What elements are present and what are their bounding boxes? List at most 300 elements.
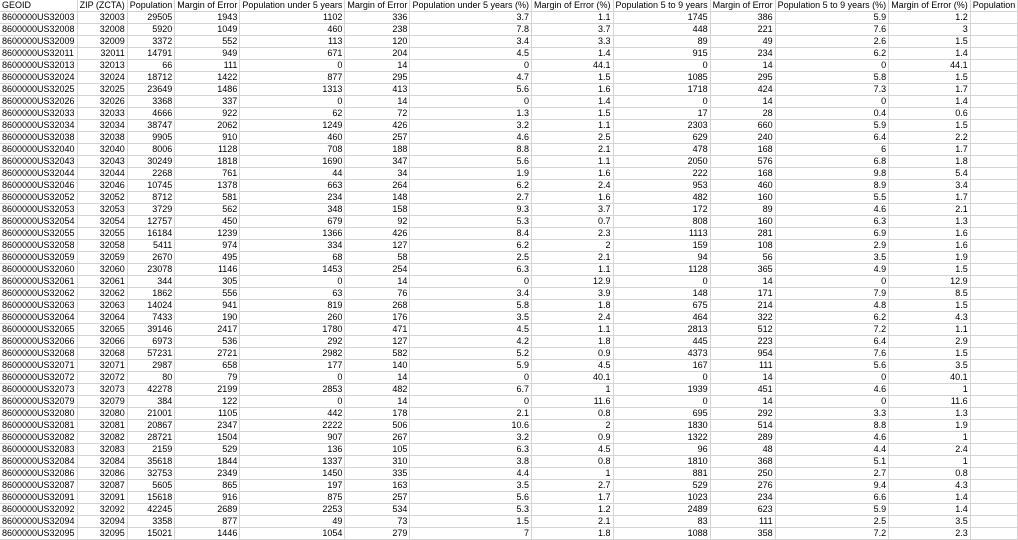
data-cell[interactable]: 5920 — [127, 24, 175, 36]
geoid-cell[interactable]: 8600000US32024 — [0, 72, 77, 84]
data-cell[interactable] — [970, 96, 1018, 108]
data-cell[interactable]: 1102 — [240, 12, 345, 24]
data-cell[interactable]: 2.9 — [889, 336, 971, 348]
column-header-cell[interactable]: Population under 5 years (%) — [410, 0, 532, 12]
data-cell[interactable]: 267 — [345, 432, 410, 444]
data-cell[interactable]: 32025 — [77, 84, 127, 96]
data-cell[interactable]: 221 — [710, 24, 775, 36]
data-cell[interactable]: 32061 — [77, 276, 127, 288]
data-cell[interactable]: 190 — [175, 312, 240, 324]
data-cell[interactable]: 2.7 — [775, 468, 889, 480]
data-cell[interactable]: 171 — [710, 288, 775, 300]
data-cell[interactable]: 111 — [710, 516, 775, 528]
geoid-cell[interactable]: 8600000US32034 — [0, 120, 77, 132]
data-cell[interactable]: 954 — [710, 348, 775, 360]
data-cell[interactable]: 2253 — [240, 504, 345, 516]
data-cell[interactable]: 1422 — [175, 72, 240, 84]
geoid-cell[interactable]: 8600000US32043 — [0, 156, 77, 168]
data-cell[interactable]: 23078 — [127, 264, 175, 276]
data-cell[interactable]: 0 — [410, 372, 532, 384]
data-cell[interactable]: 576 — [710, 156, 775, 168]
data-cell[interactable]: 6.4 — [775, 132, 889, 144]
data-cell[interactable]: 2.3 — [889, 528, 971, 540]
data-cell[interactable]: 32068 — [77, 348, 127, 360]
data-cell[interactable]: 73 — [345, 516, 410, 528]
data-cell[interactable]: 6.3 — [775, 216, 889, 228]
data-cell[interactable]: 163 — [345, 480, 410, 492]
data-cell[interactable]: 2417 — [175, 324, 240, 336]
data-cell[interactable]: 4.2 — [410, 336, 532, 348]
data-cell[interactable]: 42278 — [127, 384, 175, 396]
data-cell[interactable]: 1.4 — [532, 96, 614, 108]
data-cell[interactable]: 344 — [127, 276, 175, 288]
data-cell[interactable]: 7.9 — [775, 288, 889, 300]
data-cell[interactable]: 1023 — [613, 492, 710, 504]
data-cell[interactable]: 23649 — [127, 84, 175, 96]
data-cell[interactable]: 2982 — [240, 348, 345, 360]
data-cell[interactable]: 127 — [345, 240, 410, 252]
data-cell[interactable]: 14791 — [127, 48, 175, 60]
data-cell[interactable] — [970, 84, 1018, 96]
data-cell[interactable]: 3368 — [127, 96, 175, 108]
data-cell[interactable]: 1.3 — [410, 108, 532, 120]
data-cell[interactable]: 3 — [889, 24, 971, 36]
data-cell[interactable]: 445 — [613, 336, 710, 348]
data-cell[interactable]: 32062 — [77, 288, 127, 300]
data-cell[interactable]: 1113 — [613, 228, 710, 240]
geoid-cell[interactable]: 8600000US32079 — [0, 396, 77, 408]
data-cell[interactable] — [970, 276, 1018, 288]
data-cell[interactable]: 32066 — [77, 336, 127, 348]
data-cell[interactable]: 234 — [710, 492, 775, 504]
data-cell[interactable]: 257 — [345, 132, 410, 144]
data-cell[interactable]: 111 — [710, 360, 775, 372]
data-cell[interactable]: 264 — [345, 180, 410, 192]
data-cell[interactable]: 94 — [613, 252, 710, 264]
data-cell[interactable]: 32055 — [77, 228, 127, 240]
data-cell[interactable]: 1.1 — [532, 264, 614, 276]
column-header-cell[interactable]: GEOID — [0, 0, 77, 12]
data-cell[interactable]: 1337 — [240, 456, 345, 468]
data-cell[interactable]: 1.4 — [889, 96, 971, 108]
data-cell[interactable]: 238 — [345, 24, 410, 36]
data-cell[interactable]: 2.9 — [775, 240, 889, 252]
data-cell[interactable]: 120 — [345, 36, 410, 48]
data-cell[interactable]: 1105 — [175, 408, 240, 420]
data-cell[interactable]: 875 — [240, 492, 345, 504]
data-cell[interactable]: 279 — [345, 528, 410, 540]
data-cell[interactable]: 80 — [127, 372, 175, 384]
geoid-cell[interactable]: 8600000US32062 — [0, 288, 77, 300]
data-cell[interactable]: 2.4 — [889, 444, 971, 456]
data-cell[interactable]: 197 — [240, 480, 345, 492]
data-cell[interactable]: 0 — [613, 96, 710, 108]
data-cell[interactable]: 32058 — [77, 240, 127, 252]
data-cell[interactable]: 32083 — [77, 444, 127, 456]
data-cell[interactable]: 4.4 — [410, 468, 532, 480]
data-cell[interactable]: 1 — [889, 384, 971, 396]
data-cell[interactable]: 451 — [710, 384, 775, 396]
data-cell[interactable]: 188 — [345, 144, 410, 156]
data-cell[interactable]: 1.5 — [410, 516, 532, 528]
data-cell[interactable]: 14 — [710, 60, 775, 72]
data-cell[interactable]: 0 — [775, 60, 889, 72]
data-cell[interactable]: 32087 — [77, 480, 127, 492]
geoid-cell[interactable]: 8600000US32068 — [0, 348, 77, 360]
data-cell[interactable]: 0 — [410, 60, 532, 72]
geoid-cell[interactable]: 8600000US32083 — [0, 444, 77, 456]
data-cell[interactable]: 2670 — [127, 252, 175, 264]
data-cell[interactable]: 2159 — [127, 444, 175, 456]
data-cell[interactable]: 2.4 — [532, 312, 614, 324]
data-cell[interactable] — [970, 492, 1018, 504]
data-cell[interactable]: 5.6 — [410, 492, 532, 504]
data-cell[interactable]: 21001 — [127, 408, 175, 420]
data-cell[interactable] — [970, 396, 1018, 408]
data-cell[interactable]: 44.1 — [889, 60, 971, 72]
data-cell[interactable]: 268 — [345, 300, 410, 312]
geoid-cell[interactable]: 8600000US32053 — [0, 204, 77, 216]
geoid-cell[interactable]: 8600000US32038 — [0, 132, 77, 144]
data-cell[interactable]: 671 — [240, 48, 345, 60]
data-cell[interactable]: 5.9 — [775, 504, 889, 516]
data-cell[interactable]: 127 — [345, 336, 410, 348]
data-cell[interactable]: 234 — [240, 192, 345, 204]
data-cell[interactable]: 1446 — [175, 528, 240, 540]
data-cell[interactable]: 1.2 — [889, 12, 971, 24]
data-cell[interactable]: 3.5 — [410, 480, 532, 492]
data-cell[interactable]: 2268 — [127, 168, 175, 180]
data-cell[interactable]: 15618 — [127, 492, 175, 504]
data-cell[interactable]: 281 — [710, 228, 775, 240]
data-cell[interactable]: 5.6 — [410, 84, 532, 96]
data-cell[interactable]: 8.5 — [889, 288, 971, 300]
column-header-cell[interactable]: Margin of Error — [345, 0, 410, 12]
data-cell[interactable]: 295 — [345, 72, 410, 84]
data-cell[interactable]: 2347 — [175, 420, 240, 432]
data-cell[interactable]: 32084 — [77, 456, 127, 468]
data-cell[interactable] — [970, 516, 1018, 528]
data-cell[interactable] — [970, 168, 1018, 180]
data-cell[interactable] — [970, 360, 1018, 372]
data-cell[interactable]: 4.6 — [775, 432, 889, 444]
data-cell[interactable]: 40.1 — [532, 372, 614, 384]
geoid-cell[interactable]: 8600000US32087 — [0, 480, 77, 492]
data-cell[interactable]: 1.4 — [532, 48, 614, 60]
data-cell[interactable]: 3.4 — [410, 36, 532, 48]
data-cell[interactable]: 32072 — [77, 372, 127, 384]
data-cell[interactable]: 1 — [889, 432, 971, 444]
data-cell[interactable]: 42245 — [127, 504, 175, 516]
data-cell[interactable]: 5.3 — [410, 504, 532, 516]
data-cell[interactable]: 581 — [175, 192, 240, 204]
data-cell[interactable]: 289 — [710, 432, 775, 444]
data-cell[interactable] — [970, 300, 1018, 312]
data-cell[interactable]: 0 — [240, 372, 345, 384]
data-cell[interactable]: 32753 — [127, 468, 175, 480]
data-cell[interactable]: 6.2 — [410, 180, 532, 192]
data-cell[interactable]: 386 — [710, 12, 775, 24]
data-cell[interactable]: 1.5 — [889, 264, 971, 276]
data-cell[interactable]: 176 — [345, 312, 410, 324]
column-header-cell[interactable]: Population 5 to 9 years (%) — [775, 0, 889, 12]
data-cell[interactable]: 178 — [345, 408, 410, 420]
data-cell[interactable]: 337 — [175, 96, 240, 108]
data-cell[interactable]: 2721 — [175, 348, 240, 360]
data-cell[interactable]: 276 — [710, 480, 775, 492]
data-cell[interactable]: 4666 — [127, 108, 175, 120]
data-cell[interactable]: 761 — [175, 168, 240, 180]
data-cell[interactable]: 1818 — [175, 156, 240, 168]
data-cell[interactable]: 44.1 — [532, 60, 614, 72]
data-cell[interactable]: 1830 — [613, 420, 710, 432]
data-cell[interactable]: 1.6 — [532, 84, 614, 96]
data-cell[interactable]: 5.4 — [889, 168, 971, 180]
data-cell[interactable]: 5.6 — [775, 360, 889, 372]
data-cell[interactable]: 3.3 — [775, 408, 889, 420]
data-cell[interactable]: 1239 — [175, 228, 240, 240]
data-cell[interactable]: 1128 — [175, 144, 240, 156]
data-cell[interactable]: 222 — [613, 168, 710, 180]
data-cell[interactable]: 63 — [240, 288, 345, 300]
column-header-cell[interactable]: Population — [127, 0, 175, 12]
geoid-cell[interactable]: 8600000US32063 — [0, 300, 77, 312]
data-cell[interactable]: 6.9 — [775, 228, 889, 240]
data-cell[interactable]: 2.1 — [532, 516, 614, 528]
data-cell[interactable]: 32092 — [77, 504, 127, 516]
data-cell[interactable]: 49 — [240, 516, 345, 528]
data-cell[interactable]: 32040 — [77, 144, 127, 156]
data-cell[interactable]: 2689 — [175, 504, 240, 516]
data-cell[interactable]: 292 — [710, 408, 775, 420]
data-cell[interactable]: 32064 — [77, 312, 127, 324]
data-cell[interactable]: 6.3 — [410, 264, 532, 276]
geoid-cell[interactable]: 8600000US32061 — [0, 276, 77, 288]
data-cell[interactable]: 1453 — [240, 264, 345, 276]
data-cell[interactable]: 5.2 — [410, 348, 532, 360]
data-cell[interactable]: 29505 — [127, 12, 175, 24]
data-cell[interactable]: 2813 — [613, 324, 710, 336]
data-cell[interactable]: 1.6 — [532, 168, 614, 180]
data-cell[interactable]: 89 — [613, 36, 710, 48]
geoid-cell[interactable]: 8600000US32040 — [0, 144, 77, 156]
data-cell[interactable]: 1810 — [613, 456, 710, 468]
data-cell[interactable]: 9.4 — [775, 480, 889, 492]
data-cell[interactable] — [970, 264, 1018, 276]
data-cell[interactable]: 536 — [175, 336, 240, 348]
data-cell[interactable]: 4.9 — [775, 264, 889, 276]
data-cell[interactable]: 32033 — [77, 108, 127, 120]
data-cell[interactable]: 32071 — [77, 360, 127, 372]
data-cell[interactable] — [970, 384, 1018, 396]
data-cell[interactable]: 0 — [775, 96, 889, 108]
data-cell[interactable]: 2199 — [175, 384, 240, 396]
data-cell[interactable]: 2.7 — [532, 480, 614, 492]
data-cell[interactable]: 254 — [345, 264, 410, 276]
data-cell[interactable]: 1 — [532, 384, 614, 396]
data-cell[interactable]: 17 — [613, 108, 710, 120]
data-cell[interactable]: 1.1 — [532, 120, 614, 132]
data-cell[interactable]: 32013 — [77, 60, 127, 72]
data-cell[interactable]: 32003 — [77, 12, 127, 24]
data-cell[interactable]: 0 — [613, 276, 710, 288]
data-cell[interactable]: 1.2 — [532, 504, 614, 516]
data-cell[interactable] — [970, 528, 1018, 540]
data-cell[interactable]: 3.4 — [410, 288, 532, 300]
data-cell[interactable]: 15021 — [127, 528, 175, 540]
data-cell[interactable]: 122 — [175, 396, 240, 408]
data-cell[interactable]: 5.6 — [410, 156, 532, 168]
data-cell[interactable]: 974 — [175, 240, 240, 252]
data-cell[interactable]: 4.3 — [889, 312, 971, 324]
data-cell[interactable]: 0 — [613, 396, 710, 408]
data-cell[interactable]: 5605 — [127, 480, 175, 492]
data-cell[interactable]: 2489 — [613, 504, 710, 516]
data-cell[interactable]: 5.8 — [775, 72, 889, 84]
data-cell[interactable]: 347 — [345, 156, 410, 168]
data-cell[interactable]: 915 — [613, 48, 710, 60]
data-cell[interactable]: 1088 — [613, 528, 710, 540]
data-cell[interactable]: 1.5 — [532, 72, 614, 84]
geoid-cell[interactable]: 8600000US32058 — [0, 240, 77, 252]
geoid-cell[interactable]: 8600000US32060 — [0, 264, 77, 276]
data-cell[interactable]: 96 — [613, 444, 710, 456]
data-cell[interactable]: 3.7 — [532, 204, 614, 216]
data-cell[interactable]: 1.6 — [889, 228, 971, 240]
data-cell[interactable]: 1.1 — [889, 324, 971, 336]
data-cell[interactable]: 6.2 — [410, 240, 532, 252]
data-cell[interactable]: 322 — [710, 312, 775, 324]
geoid-cell[interactable]: 8600000US32044 — [0, 168, 77, 180]
data-cell[interactable]: 32060 — [77, 264, 127, 276]
data-cell[interactable]: 922 — [175, 108, 240, 120]
data-cell[interactable]: 424 — [710, 84, 775, 96]
data-cell[interactable]: 2.4 — [532, 180, 614, 192]
data-cell[interactable]: 877 — [240, 72, 345, 84]
data-cell[interactable] — [970, 468, 1018, 480]
data-cell[interactable]: 1.1 — [532, 324, 614, 336]
data-cell[interactable]: 240 — [710, 132, 775, 144]
column-header-cell[interactable]: Margin of Error — [710, 0, 775, 12]
data-cell[interactable]: 2.2 — [889, 132, 971, 144]
data-cell[interactable]: 482 — [345, 384, 410, 396]
geoid-cell[interactable]: 8600000US32080 — [0, 408, 77, 420]
data-cell[interactable]: 32065 — [77, 324, 127, 336]
data-cell[interactable]: 1313 — [240, 84, 345, 96]
data-cell[interactable]: 6.7 — [410, 384, 532, 396]
data-cell[interactable]: 32053 — [77, 204, 127, 216]
data-cell[interactable]: 14 — [710, 372, 775, 384]
data-cell[interactable]: 4.3 — [889, 480, 971, 492]
data-cell[interactable]: 819 — [240, 300, 345, 312]
data-cell[interactable]: 2.6 — [775, 36, 889, 48]
data-cell[interactable]: 1.7 — [889, 192, 971, 204]
data-cell[interactable]: 2.1 — [532, 144, 614, 156]
data-cell[interactable]: 4.5 — [532, 360, 614, 372]
data-cell[interactable]: 0 — [775, 396, 889, 408]
geoid-cell[interactable]: 8600000US32009 — [0, 36, 77, 48]
data-cell[interactable]: 1.1 — [532, 156, 614, 168]
data-cell[interactable]: 2222 — [240, 420, 345, 432]
data-cell[interactable]: 18712 — [127, 72, 175, 84]
data-cell[interactable]: 49 — [710, 36, 775, 48]
data-cell[interactable]: 1745 — [613, 12, 710, 24]
data-cell[interactable]: 1943 — [175, 12, 240, 24]
data-cell[interactable] — [970, 444, 1018, 456]
data-cell[interactable]: 79 — [175, 372, 240, 384]
column-header-cell[interactable]: ZIP (ZCTA) — [77, 0, 127, 12]
data-cell[interactable]: 1249 — [240, 120, 345, 132]
data-cell[interactable]: 32043 — [77, 156, 127, 168]
data-cell[interactable]: 1 — [532, 468, 614, 480]
data-cell[interactable] — [970, 504, 1018, 516]
data-cell[interactable]: 92 — [345, 216, 410, 228]
data-cell[interactable] — [970, 324, 1018, 336]
data-cell[interactable]: 32079 — [77, 396, 127, 408]
data-cell[interactable]: 3.2 — [410, 432, 532, 444]
data-cell[interactable]: 305 — [175, 276, 240, 288]
data-cell[interactable]: 629 — [613, 132, 710, 144]
data-cell[interactable]: 292 — [240, 336, 345, 348]
data-cell[interactable]: 877 — [175, 516, 240, 528]
data-cell[interactable]: 1054 — [240, 528, 345, 540]
data-cell[interactable]: 1049 — [175, 24, 240, 36]
data-cell[interactable]: 471 — [345, 324, 410, 336]
data-cell[interactable]: 30249 — [127, 156, 175, 168]
geoid-cell[interactable]: 8600000US32081 — [0, 420, 77, 432]
data-cell[interactable]: 5.8 — [410, 300, 532, 312]
data-cell[interactable]: 495 — [175, 252, 240, 264]
data-cell[interactable]: 2.5 — [775, 516, 889, 528]
data-cell[interactable]: 460 — [710, 180, 775, 192]
data-cell[interactable]: 7433 — [127, 312, 175, 324]
data-cell[interactable]: 7.3 — [775, 84, 889, 96]
data-cell[interactable]: 8.9 — [775, 180, 889, 192]
data-cell[interactable]: 160 — [710, 192, 775, 204]
data-cell[interactable]: 941 — [175, 300, 240, 312]
data-cell[interactable]: 40.1 — [889, 372, 971, 384]
data-cell[interactable]: 384 — [127, 396, 175, 408]
data-cell[interactable]: 12.9 — [889, 276, 971, 288]
geoid-cell[interactable]: 8600000US32073 — [0, 384, 77, 396]
data-cell[interactable]: 12757 — [127, 216, 175, 228]
data-cell[interactable]: 250 — [710, 468, 775, 480]
geoid-cell[interactable]: 8600000US32082 — [0, 432, 77, 444]
data-cell[interactable]: 1.5 — [889, 72, 971, 84]
data-cell[interactable] — [970, 120, 1018, 132]
data-cell[interactable]: 3.5 — [889, 516, 971, 528]
data-cell[interactable]: 1450 — [240, 468, 345, 480]
data-cell[interactable]: 0.9 — [532, 348, 614, 360]
data-cell[interactable] — [970, 60, 1018, 72]
data-cell[interactable]: 4.4 — [775, 444, 889, 456]
data-cell[interactable]: 6.2 — [775, 312, 889, 324]
data-cell[interactable]: 10.6 — [410, 420, 532, 432]
data-cell[interactable]: 168 — [710, 168, 775, 180]
data-cell[interactable]: 413 — [345, 84, 410, 96]
data-cell[interactable] — [970, 108, 1018, 120]
data-cell[interactable]: 7.2 — [775, 324, 889, 336]
data-cell[interactable]: 39146 — [127, 324, 175, 336]
data-cell[interactable]: 66 — [127, 60, 175, 72]
data-cell[interactable]: 5.5 — [775, 192, 889, 204]
data-cell[interactable]: 708 — [240, 144, 345, 156]
data-cell[interactable]: 2.1 — [532, 252, 614, 264]
data-cell[interactable] — [970, 420, 1018, 432]
data-cell[interactable]: 32046 — [77, 180, 127, 192]
geoid-cell[interactable]: 8600000US32064 — [0, 312, 77, 324]
data-cell[interactable]: 0.8 — [889, 468, 971, 480]
